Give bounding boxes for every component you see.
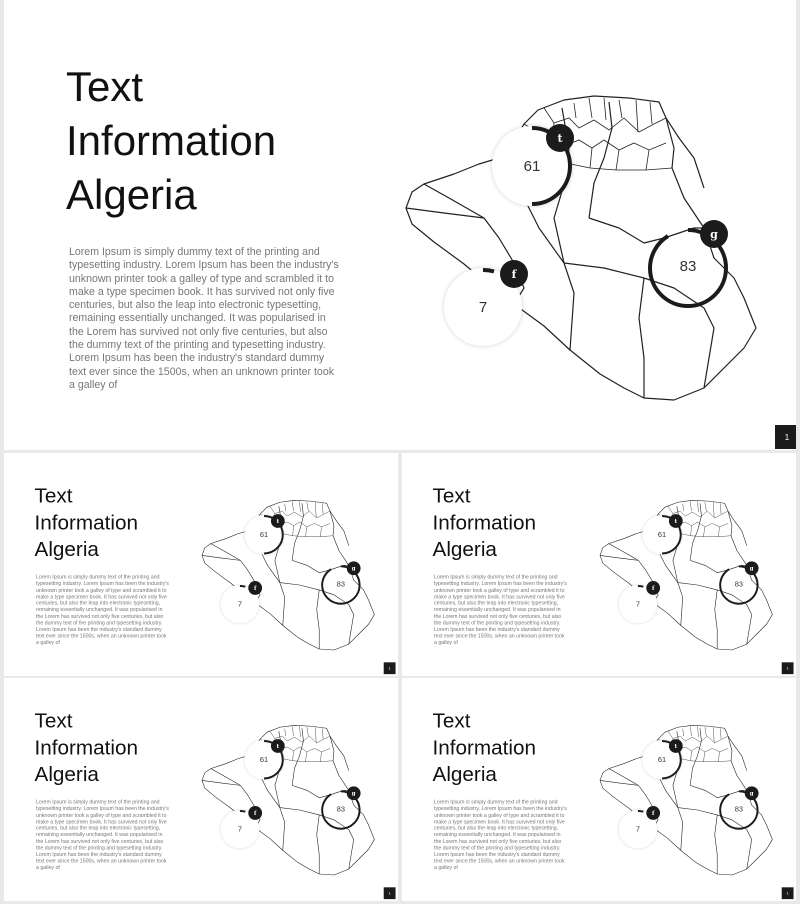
stat-facebook: [619, 810, 657, 848]
twitter-icon[interactable]: t: [271, 739, 285, 753]
page-number: 1: [775, 425, 796, 449]
stat-value: 7: [478, 299, 488, 316]
stat-facebook: [444, 268, 522, 346]
stat-value: 7: [237, 600, 242, 609]
google-plus-icon[interactable]: g: [745, 786, 759, 800]
twitter-icon[interactable]: t: [271, 514, 285, 528]
stat-value: 61: [259, 755, 269, 765]
stat-value: 83: [734, 580, 743, 589]
title-line-3: Algeria: [34, 537, 99, 561]
title-line-3: Algeria: [66, 171, 197, 218]
stat-google-plus: [719, 790, 758, 829]
slide-thumbnail-2[interactable]: [402, 453, 796, 676]
slide-content: [4, 453, 398, 676]
title-line-1: Text: [432, 709, 471, 733]
stat-value: 61: [523, 158, 541, 175]
slide-main[interactable]: [4, 0, 796, 450]
google-plus-icon[interactable]: g: [745, 561, 759, 575]
stat-twitter: [642, 515, 681, 554]
stat-twitter: [642, 740, 681, 779]
title-line-1: Text: [34, 484, 73, 508]
stat-value: 7: [635, 825, 640, 834]
title-line-2: Information: [432, 510, 537, 534]
title-line-2: Information: [34, 510, 139, 534]
title-line-3: Algeria: [432, 762, 497, 786]
slide-title: [433, 708, 536, 788]
slide-title: [35, 483, 138, 563]
google-plus-icon[interactable]: g: [347, 786, 361, 800]
facebook-icon[interactable]: f: [646, 581, 660, 595]
title-line-3: Algeria: [432, 537, 497, 561]
body-text: Lorem Ipsum is simply dummy text of the printing and typesetting industry. Lorem Ipsum has been the industry's unknown printer took a galley of type and scrambled it to make a type specimen book. It has survived not only five centuries, but also the leap into electronic typesetting, remaining essentially unchanged. It was popularised in the Lorem has survived not only five centuries, but also the dummy text of the printing and typesetting industry. Lorem Ipsum has been the industry's standard dummy text ever since the 1500s, when an unknown printer took a galley of: [69, 246, 339, 391]
stat-facebook: [221, 810, 259, 848]
stat-value: 83: [734, 805, 743, 814]
slide-thumbnail-3[interactable]: [4, 678, 398, 901]
title-line-2: Information: [66, 117, 277, 164]
stat-value: 83: [679, 258, 697, 275]
facebook-icon[interactable]: f: [248, 806, 262, 820]
slide-content: [4, 0, 796, 450]
slide-content: [402, 453, 796, 676]
twitter-icon[interactable]: t: [669, 514, 683, 528]
slide-content: [4, 678, 398, 901]
slide-content: [402, 678, 796, 901]
page-number: 1: [384, 887, 396, 899]
stat-google-plus: [321, 565, 360, 604]
facebook-icon[interactable]: f: [248, 581, 262, 595]
page-number: 1: [384, 662, 396, 674]
stat-facebook: [221, 585, 259, 623]
stat-value: 83: [336, 580, 345, 589]
twitter-icon[interactable]: t: [669, 739, 683, 753]
stat-facebook: [619, 585, 657, 623]
twitter-icon[interactable]: t: [546, 124, 574, 152]
title-line-1: Text: [34, 709, 73, 733]
title-line-1: Text: [66, 63, 144, 110]
stat-value: 61: [259, 530, 269, 540]
body-text: Lorem Ipsum is simply dummy text of the printing and typesetting industry. Lorem Ipsum has been the industry's unknown printer took a galley of type and scrambled it to make a type specimen book. It has survived not only five centuries, but also the leap into electronic typesetting, remaining essentially unchanged. It was popularised in the Lorem has survived not only five centuries, but also the dummy text of the printing and typesetting industry. Lorem Ipsum has been the industry's standard dummy text ever since the 1500s, when an unknown printer took a galley of: [36, 799, 169, 871]
slide-title: [35, 708, 138, 788]
stat-google-plus: [321, 790, 360, 829]
stat-value: 83: [336, 805, 345, 814]
body-text: Lorem Ipsum is simply dummy text of the printing and typesetting industry. Lorem Ipsum has been the industry's unknown printer took a galley of type and scrambled it to make a type specimen book. It has survived not only five centuries, but also the leap into electronic typesetting, remaining essentially unchanged. It was popularised in the Lorem has survived not only five centuries, but also the dummy text of the printing and typesetting industry. Lorem Ipsum has been the industry's standard dummy text ever since the 1500s, when an unknown printer took a galley of: [434, 574, 567, 646]
body-text: Lorem Ipsum is simply dummy text of the printing and typesetting industry. Lorem Ipsum has been the industry's unknown printer took a galley of type and scrambled it to make a type specimen book. It has survived not only five centuries, but also the leap into electronic typesetting, remaining essentially unchanged. It was popularised in the Lorem has survived not only five centuries, but also the dummy text of the printing and typesetting industry. Lorem Ipsum has been the industry's standard dummy text ever since the 1500s, when an unknown printer took a galley of: [434, 799, 567, 871]
title-line-2: Information: [34, 735, 139, 759]
stat-google-plus: [719, 565, 758, 604]
page-number: 1: [782, 662, 794, 674]
stat-value: 7: [635, 600, 640, 609]
stat-google-plus: [648, 228, 728, 308]
title-line-1: Text: [432, 484, 471, 508]
stat-value: 7: [237, 825, 242, 834]
page-number: 1: [782, 887, 794, 899]
stat-twitter: [492, 126, 572, 206]
google-plus-icon[interactable]: g: [700, 220, 728, 248]
stat-twitter: [244, 515, 283, 554]
slide-thumbnail-4[interactable]: [402, 678, 796, 901]
slide-title: [66, 60, 276, 222]
title-line-2: Information: [432, 735, 537, 759]
title-line-3: Algeria: [34, 762, 99, 786]
body-text: Lorem Ipsum is simply dummy text of the printing and typesetting industry. Lorem Ipsum has been the industry's unknown printer took a galley of type and scrambled it to make a type specimen book. It has survived not only five centuries, but also the leap into electronic typesetting, remaining essentially unchanged. It was popularised in the Lorem has survived not only five centuries, but also the dummy text of the printing and typesetting industry. Lorem Ipsum has been the industry's standard dummy text ever since the 1500s, when an unknown printer took a galley of: [36, 574, 169, 646]
facebook-icon[interactable]: f: [646, 806, 660, 820]
stat-value: 61: [657, 755, 667, 765]
google-plus-icon[interactable]: g: [347, 561, 361, 575]
slide-thumbnail-1[interactable]: [4, 453, 398, 676]
stat-twitter: [244, 740, 283, 779]
facebook-icon[interactable]: f: [500, 260, 528, 288]
stat-value: 61: [657, 530, 667, 540]
slide-title: [433, 483, 536, 563]
